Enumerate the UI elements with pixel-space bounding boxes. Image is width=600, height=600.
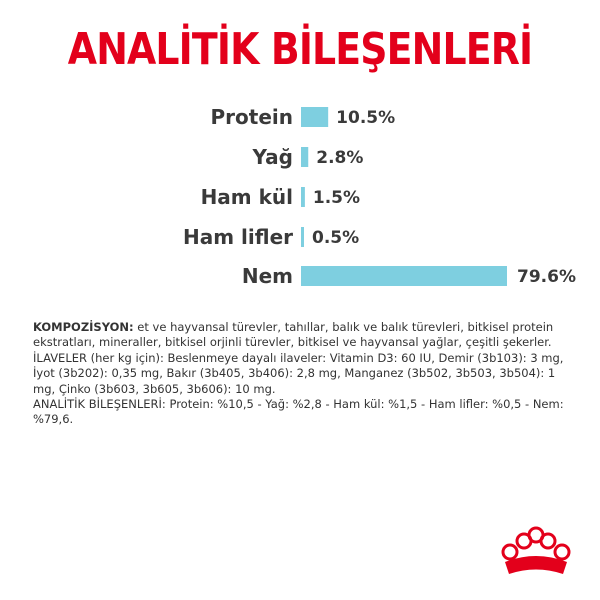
value-label: 10.5%: [336, 108, 396, 128]
category-label: Ham lifler: [183, 225, 293, 249]
composition-text: et ve hayvansal türevler, tahıllar, balık ve balık türevleri, bitkisel protein ekstratları, mineraller, bitkisel orjinli türevler, bitkisel ve hayvansal yağlar, çeşitli şekerler.: [33, 320, 554, 350]
bar: [301, 187, 305, 207]
bar: [301, 227, 304, 247]
bar: [301, 107, 328, 127]
value-label: 79.6%: [517, 267, 576, 287]
composition-label: KOMPOZİSYON:: [33, 320, 134, 334]
category-label: Ham kül: [200, 185, 293, 209]
value-label: 0.5%: [312, 228, 360, 248]
bar: [301, 147, 308, 167]
value-label: 1.5%: [312, 188, 361, 208]
category-label: Protein: [210, 105, 293, 129]
category-label: Nem: [241, 264, 293, 288]
analytical-text: ANALİTİK BİLEŞENLERİ: Protein: %10,5 - Yağ: %2,8 - Ham kül: %1,5 - Ham lifler: %0,5 - Nem: %79,6.: [33, 397, 564, 427]
bar: [301, 266, 507, 286]
crown-logo-icon: [497, 522, 575, 580]
composition-block: [33, 320, 573, 428]
additives-text: İLAVELER (her kg için): Beslenmeye dayalı ilaveler: Vitamin D3: 60 IU, Demir (3b103): 3 mg, İyot (3b202): 0,35 mg, Bakır (3b405, 3b406): 2,8 mg, Manganez (3b502, 3b503, 3b504): 1 mg, Çinko (3b603, 3b605, 3b606): 10 mg.: [33, 350, 564, 396]
value-label: 2.8%: [316, 148, 364, 168]
category-label: Yağ: [252, 145, 293, 169]
chart-title: ANALİTİK BİLEŞENLERİ: [67, 24, 533, 75]
